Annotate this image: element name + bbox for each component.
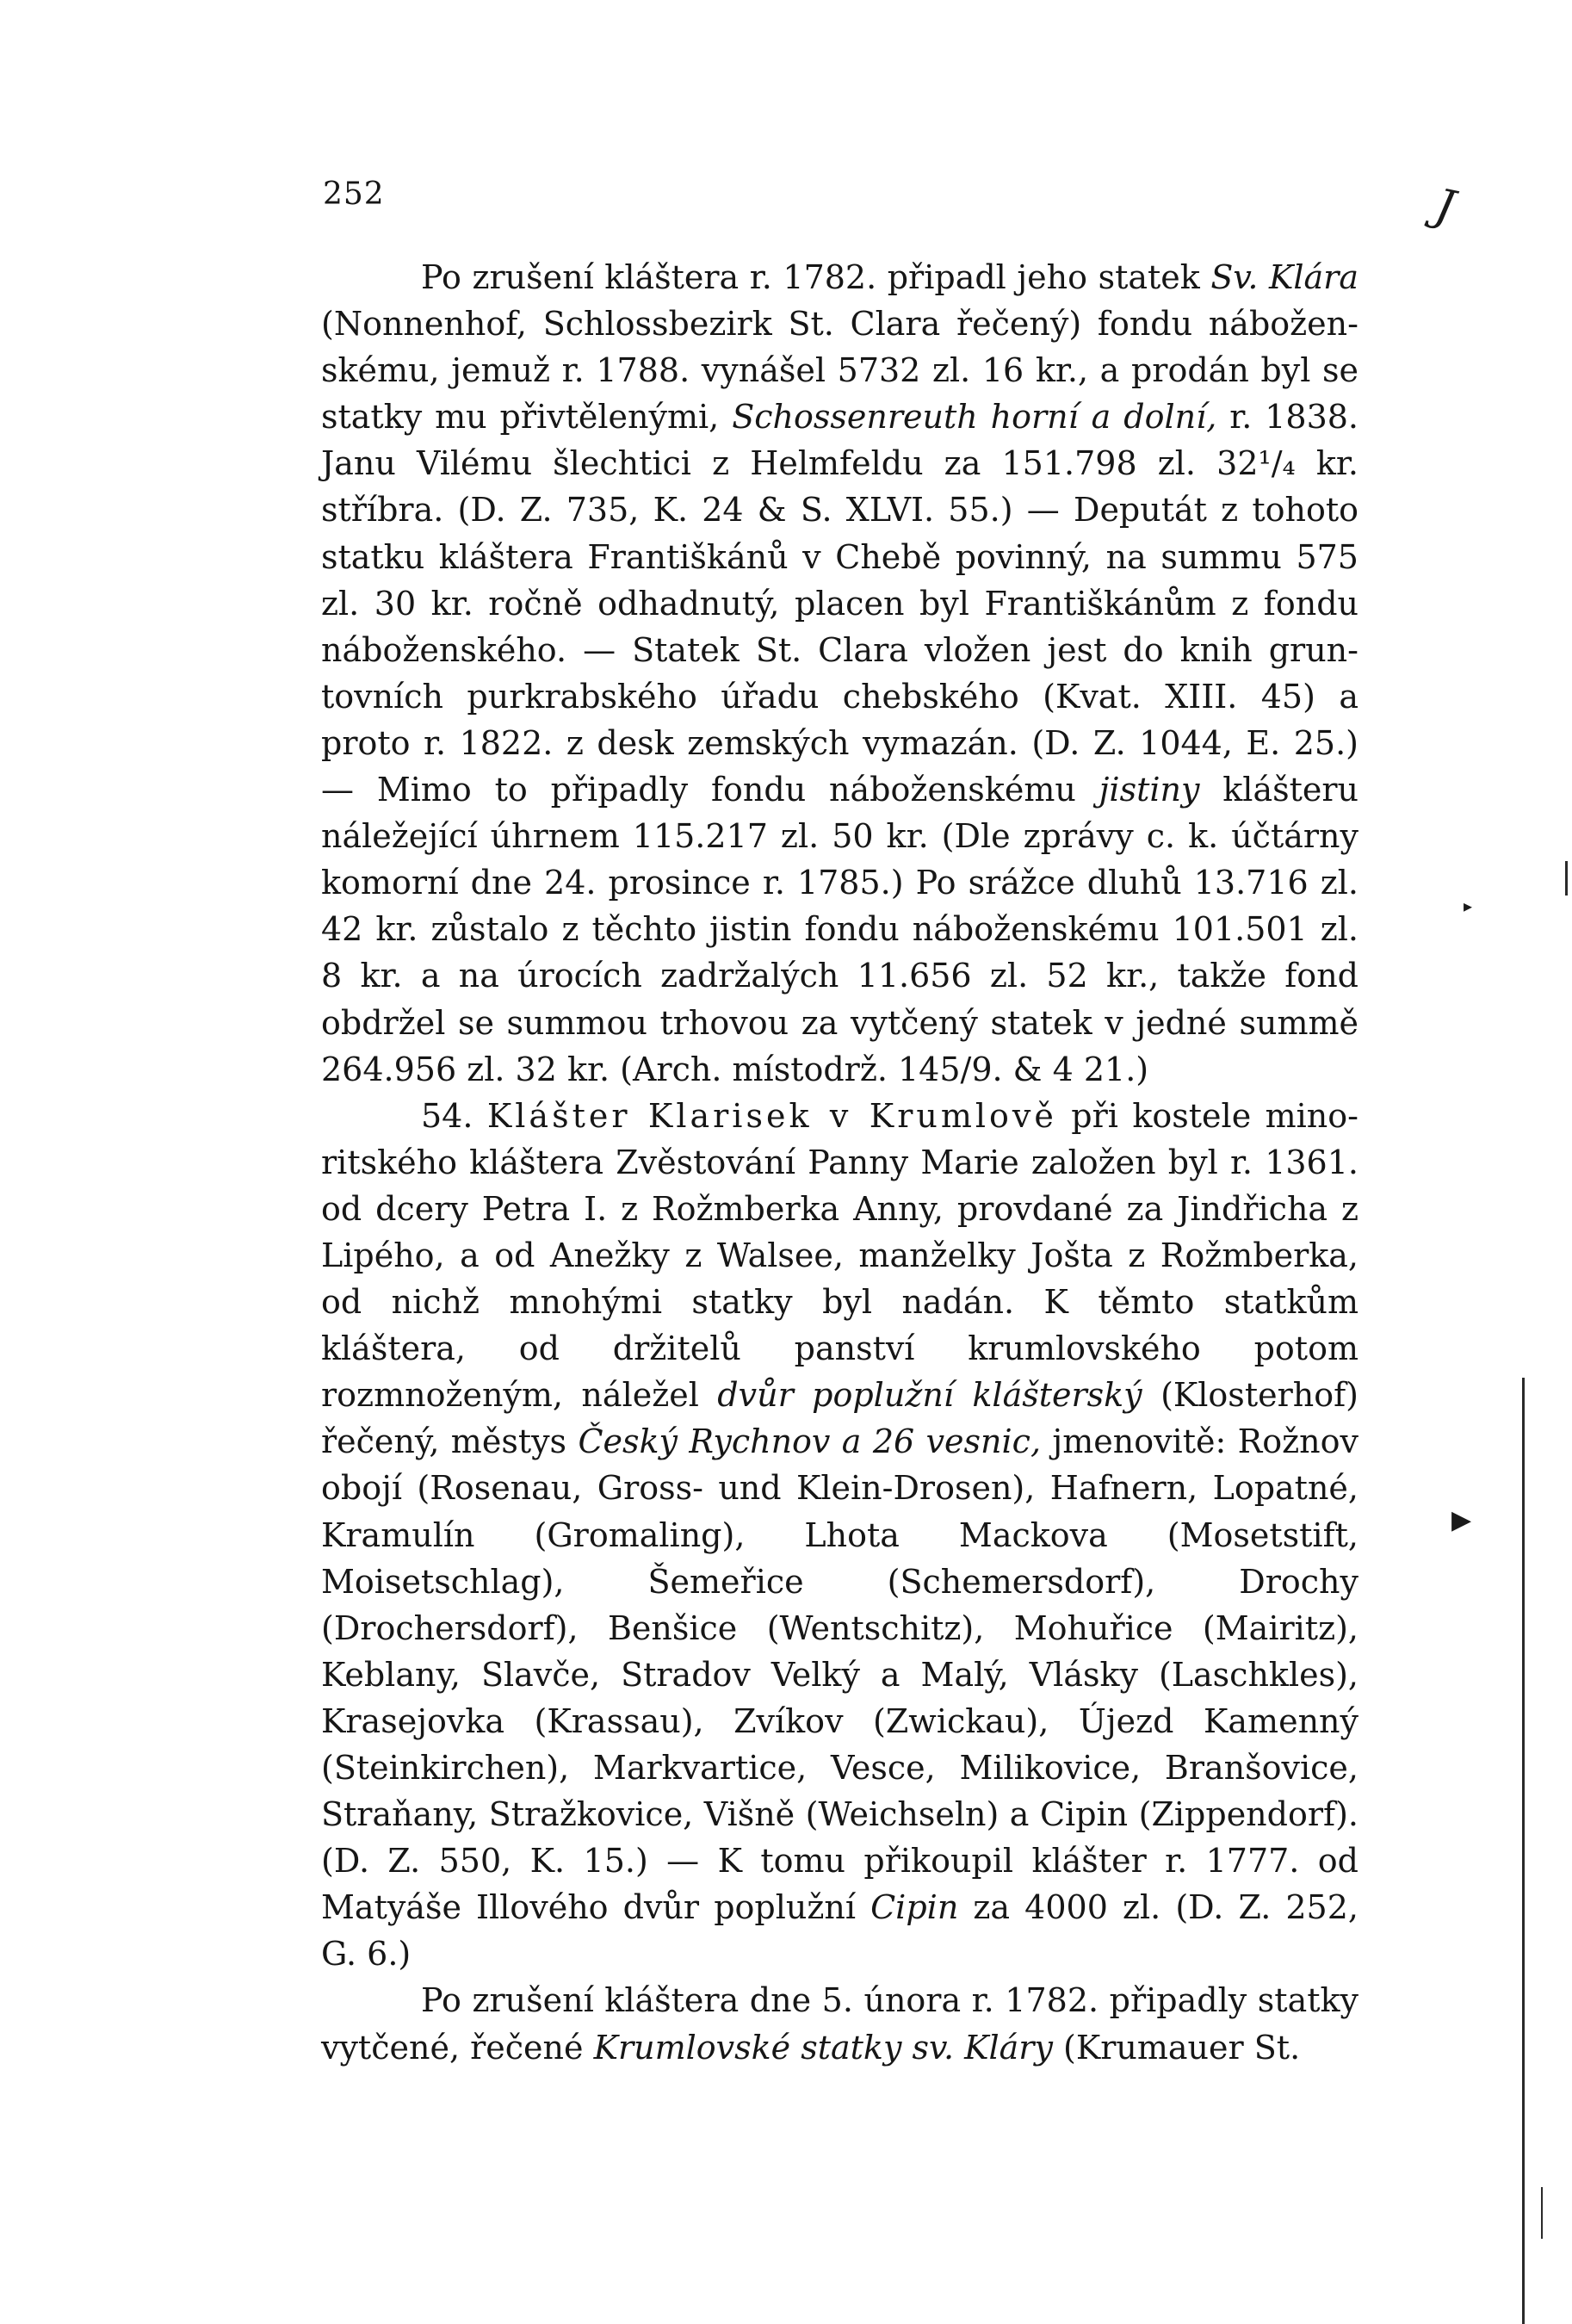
text-segment: Schossenreuth horní a dolní, (732, 398, 1217, 437)
text-segment: Po zrušení kláštera dne 5. února r. 1782. připadly statky vytčené, řečené (321, 1981, 1358, 2067)
paragraph-p3 (321, 1977, 1358, 2070)
body-text (321, 254, 1358, 2071)
text-segment: Krumlovské statky sv. Kláry (593, 2028, 1053, 2067)
paragraph-p2 (321, 1093, 1358, 1978)
margin-mark: J (1430, 179, 1459, 234)
text-segment: klášteru náležející úhrnem 115.217 zl. 50 kr. (Dle zprávy c. k. účtárny komorní dne 24. prosince r. 1785.) Po srážce dluhů 13.716 zl. 42 kr. zůstalo z těchto jistin fondu náboženskému 101.501 zl. 8 kr. a na úrocích zadržalých 11.656 zl. 52 kr., takže fond obdržel se summou trhovou za vytčený statek v jedné summě 264.956 zl. 32 kr. (Arch. místodrž. 145/9. & 4 21.) (321, 771, 1359, 1088)
text-segment: Klášter Klarisek v Krumlově (486, 1096, 1057, 1135)
text-segment: jistiny (1099, 771, 1200, 809)
page-number: 252 (323, 177, 385, 212)
page-edge-line (1522, 1378, 1525, 2324)
text-segment: (Krumauer St. (1052, 2028, 1301, 2067)
margin-speck: ▸ (1464, 896, 1473, 916)
text-segment: dvůr poplužní klášterský (717, 1376, 1142, 1415)
text-segment: 54. (421, 1096, 487, 1135)
text-segment: (Nonnenhof, Schlossbezirk St. Clara řečený) fondu náboženskému, jemuž r. 1788. vynášel 5732 zl. 16 kr., a prodán byl se statky mu přivtělenými, (321, 305, 1358, 437)
text-segment: při kostele minoritského kláštera Zvěstování Panny Marie založen byl r. 1361. od dcery Petra I. z Rožmberka Anny, provdané za Jindřicha z Lipého, a od Anežky z Walsee, manželky Jošta z Rožmberka, od nichž mnohými statky byl nadán. K těmto statkům kláštera, od držitelů panství krumlovského potom rozmnoženým, náležel (321, 1096, 1358, 1415)
page-edge-line (1565, 861, 1568, 896)
paragraph-p1 (321, 254, 1358, 1093)
text-segment: jmenovitě: Rožnov obojí (Rosenau, Gross- und Klein-Drosen), Hafnern, Lopatné, Kramulín (Gromaling), Lhota Mackova (Mosetstift, Moisetschlag), Šemeřice (Schemersdorf), Drochy (Drochersdorf), Benšice (Wentschitz), Mohuřice (Mairitz), Keblany, Slavče, Stradov Velký a Malý, Vlásky (Laschkles), Krasejovka (Krassau), Zvíkov (Zwickau), Újezd Kamenný (Steinkirchen), Markvartice, Vesce, Milikovice, Branšovice, Straňany, Stražkovice, Višně (Weichseln) a Cipin (Zippendorf). (D. Z. 550, K. 15.) — K tomu přikoupil klášter r. 1777. od Matyáše Illového dvůr poplužní (321, 1422, 1358, 1927)
text-segment: Český Rychnov a 26 vesnic, (578, 1422, 1042, 1461)
text-segment: za 4000 zl. (D. Z. 252, G. 6.) (321, 1888, 1358, 1974)
text-segment: (Klosterhof) řečený, městys (321, 1376, 1358, 1461)
text-segment: r. 1838. Janu Vilému šlechtici z Helmfeldu za 151.798 zl. 32¹/₄ kr. stříbra. (D. Z. 735, K. 24 & S. XLVI. 55.) — Deputát z tohoto statku kláštera Františkánů v Chebě povinný, na summu 575 zl. 30 kr. ročně odhadnutý, placen byl Františkánům z fondu náboženského. — Statek St. Clara vložen jest do knih gruntovních purkrabského úřadu chebského (Kvat. XIII. 45) a proto r. 1822. z desk zemských vymazán. (D. Z. 1044, E. 25.) — Mimo to připadly fondu náboženskému (321, 398, 1359, 809)
margin-speck: ▶ (1451, 1505, 1472, 1535)
text-segment: Sv. Klára (1210, 258, 1358, 296)
page-edge-line (1541, 2187, 1543, 2239)
text-segment: Cipin (870, 1888, 959, 1927)
text-segment: Po zrušení kláštera r. 1782. připadl jeho statek (421, 258, 1211, 296)
